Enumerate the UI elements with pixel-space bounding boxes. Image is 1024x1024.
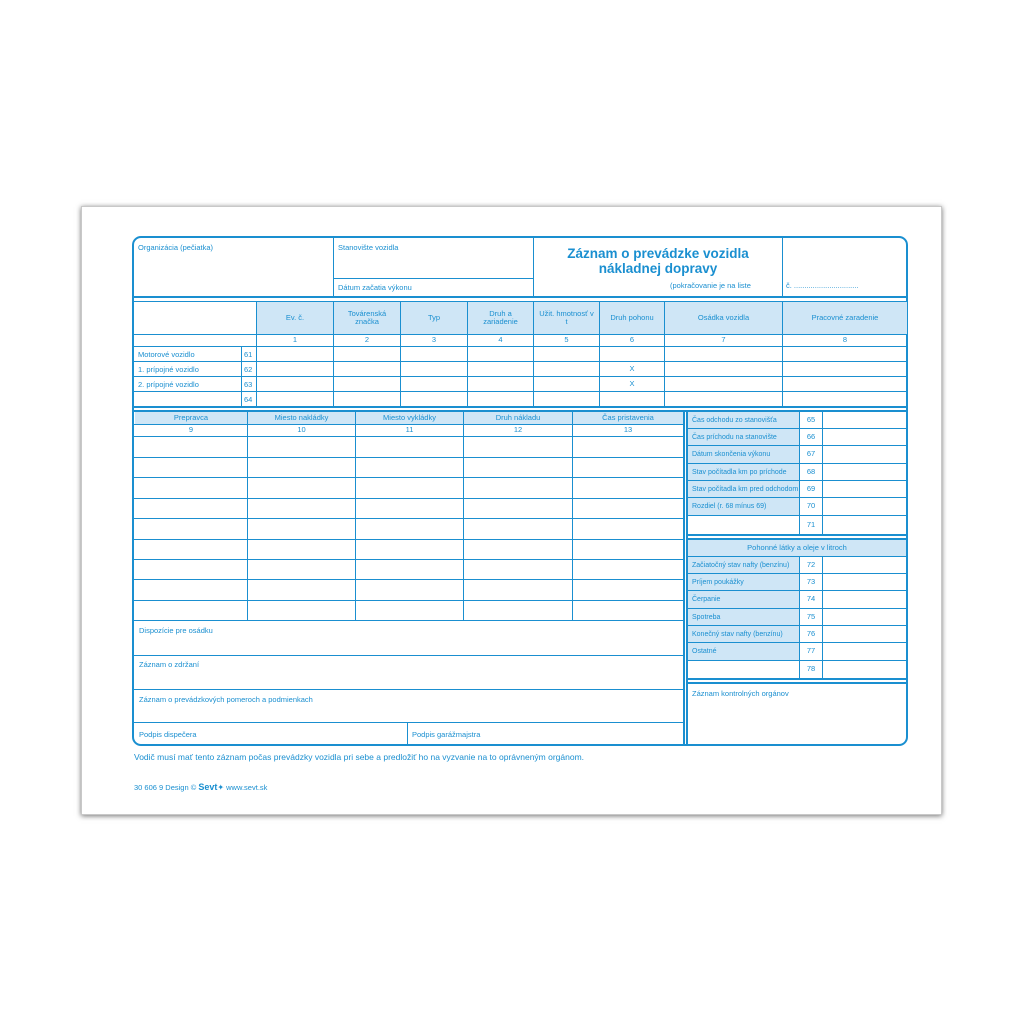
driver-note: Vodič musí mať tento záznam počas prevádzky vozidla pri sebe a predložiť ho na vyzvanie na to oprávneným orgánom. — [134, 752, 585, 762]
col-header-weight-text: Užit. hmotnosť v t — [539, 308, 594, 326]
brand-url: www.sevt.sk — [226, 783, 268, 792]
fuel-code-75: 75 — [806, 611, 816, 621]
crew-instructions-label: Dispozície pre osádku — [139, 626, 213, 635]
row-code-61: 61 — [244, 350, 253, 359]
divider — [688, 625, 906, 626]
row-code-63: 63 — [244, 380, 253, 389]
title-line-1: Záznam o prevádzke vozidla — [567, 246, 749, 261]
divider — [782, 238, 783, 296]
divider — [688, 463, 906, 464]
col-header-carrier: Prepravca — [173, 412, 209, 422]
col-num-12: 12 — [513, 425, 523, 435]
sheet-number-label: č. ............................... — [786, 281, 859, 290]
drive-mark-63: X — [629, 378, 635, 388]
divider — [134, 296, 906, 298]
divider — [686, 682, 906, 684]
col-header-loading-place: Miesto nakládky — [274, 412, 329, 422]
divider — [333, 278, 533, 279]
divider — [407, 722, 408, 745]
col-num-5: 5 — [564, 335, 569, 345]
time-code-67: 67 — [806, 449, 816, 459]
divider — [533, 238, 534, 296]
col-num-9: 9 — [188, 425, 194, 435]
divider — [688, 642, 906, 643]
divider — [134, 559, 683, 560]
time-code-70: 70 — [806, 501, 816, 511]
row-code-62: 62 — [244, 365, 253, 374]
divider — [688, 660, 906, 661]
form-title — [535, 246, 781, 276]
fuel-label-73: Príjem poukážky — [692, 579, 744, 586]
col-num-11: 11 — [405, 425, 414, 435]
logo-mark-icon: ✦ — [217, 783, 225, 792]
station-label: Stanovište vozidla — [338, 243, 399, 252]
garage-signature-label: Podpis garážmajstra — [412, 730, 481, 739]
fuel-label-76: Konečný stav nafty (benzínu) — [692, 631, 783, 638]
continuation-label: (pokračovanie je na liste — [670, 281, 751, 290]
divider — [572, 411, 573, 620]
conditions-record-label: Záznam o prevádzkových pomeroch a podmienkach — [139, 695, 313, 704]
col-header-kind-text: Druh a zariadenie — [483, 308, 518, 326]
fuel-code-73: 73 — [806, 576, 816, 586]
divider — [688, 515, 906, 516]
time-label-68: Stav počítadla km po príchode — [692, 469, 787, 476]
col-header-weight — [534, 302, 599, 334]
organization-label: Organizácia (pečiatka) — [138, 243, 214, 252]
fuel-code-72: 72 — [806, 559, 816, 569]
col-header-crew: Osádka vozidla — [697, 312, 750, 322]
col-num-1: 1 — [292, 335, 298, 345]
time-label-67: Dátum skončenia výkonu — [692, 451, 771, 458]
col-num-2: 2 — [364, 335, 370, 345]
divider — [333, 238, 334, 296]
col-header-cargo-type: Druh nákladu — [495, 412, 541, 422]
time-label-65: Čas odchodu zo stanovišťa — [692, 417, 777, 424]
divider — [463, 411, 464, 620]
col-header-ev-c: Ev. č. — [285, 312, 305, 322]
time-label-69: Stav počítadla km pred odchodom — [692, 486, 799, 493]
col-num-7: 7 — [721, 335, 726, 345]
divider — [688, 497, 906, 498]
divider — [688, 608, 906, 609]
time-code-69: 69 — [806, 483, 816, 493]
divider — [688, 590, 906, 591]
divider — [247, 411, 248, 620]
col-header-unloading-place: Miesto vykládky — [383, 412, 436, 422]
fuel-label-74: Čerpanie — [692, 596, 721, 603]
divider — [134, 600, 683, 601]
divider — [686, 534, 906, 536]
col-header-type: Typ — [427, 312, 441, 322]
time-label-70: Rozdiel (r. 68 mínus 69) — [692, 503, 767, 510]
time-code-66: 66 — [806, 431, 816, 441]
divider — [683, 411, 685, 745]
fuel-code-74: 74 — [806, 594, 816, 604]
divider — [134, 518, 683, 519]
col-header-kind — [468, 302, 533, 334]
row-label-trailer-2: 2. prípojné vozidlo — [138, 380, 199, 389]
divider — [134, 477, 683, 478]
divider — [134, 498, 683, 499]
fuel-table-title: Pohonné látky a oleje v litroch — [747, 542, 847, 552]
fuel-code-77: 77 — [806, 646, 816, 656]
col-header-arrival-time: Čas pristavenia — [602, 412, 654, 422]
row-label-motor-vehicle: Motorové vozidlo — [138, 350, 195, 359]
col-header-brand — [334, 302, 400, 334]
time-code-68: 68 — [806, 466, 816, 476]
divider — [688, 445, 906, 446]
fuel-code-76: 76 — [806, 628, 816, 638]
dispatcher-signature-label: Podpis dispečera — [139, 730, 197, 739]
fuel-label-72: Začiatočný stav nafty (benzínu) — [692, 562, 790, 569]
divider — [134, 689, 683, 690]
row-code-64: 64 — [244, 395, 253, 404]
row-label-trailer-1: 1. prípojné vozidlo — [138, 365, 199, 374]
col-num-13: 13 — [623, 425, 633, 435]
col-header-drive: Druh pohonu — [610, 312, 654, 322]
time-code-65: 65 — [806, 414, 816, 424]
divider — [134, 655, 683, 656]
divider — [241, 346, 242, 406]
divider — [134, 376, 906, 377]
col-num-8: 8 — [842, 335, 848, 345]
divider — [688, 428, 906, 429]
fuel-code-78: 78 — [806, 664, 816, 674]
divider — [686, 678, 906, 680]
divider — [134, 406, 906, 408]
footer — [134, 782, 267, 792]
divider — [688, 573, 906, 574]
divider — [134, 361, 906, 362]
title-line-2: nákladnej dopravy — [598, 261, 718, 276]
col-num-4: 4 — [498, 335, 503, 345]
divider — [134, 539, 683, 540]
divider — [134, 722, 683, 723]
divider — [134, 346, 906, 347]
start-date-label: Dátum začatia výkonu — [338, 283, 412, 292]
divider — [134, 457, 683, 458]
time-code-71: 71 — [806, 519, 816, 529]
fuel-label-75: Spotreba — [692, 614, 721, 621]
divider — [134, 620, 683, 621]
delay-record-label: Záznam o zdržaní — [139, 660, 200, 669]
drive-mark-62: X — [629, 363, 635, 373]
divider — [355, 411, 356, 620]
time-label-66: Čas príchodu na stanovište — [692, 434, 777, 441]
divider — [688, 480, 906, 481]
col-header-brand-text: Továrenská značka — [347, 308, 387, 326]
divider — [134, 436, 683, 437]
col-header-work: Pracovné zaradenie — [811, 312, 879, 322]
brand-logo: Sevt — [198, 782, 218, 792]
control-record-label: Záznam kontrolných orgánov — [692, 689, 789, 698]
col-num-6: 6 — [629, 335, 635, 345]
divider — [134, 391, 906, 392]
fuel-label-77: Ostatné — [692, 648, 717, 655]
form-code: 30 606 9 Design © — [134, 783, 197, 792]
col-num-3: 3 — [431, 335, 437, 345]
col-num-10: 10 — [297, 425, 306, 435]
divider — [134, 579, 683, 580]
